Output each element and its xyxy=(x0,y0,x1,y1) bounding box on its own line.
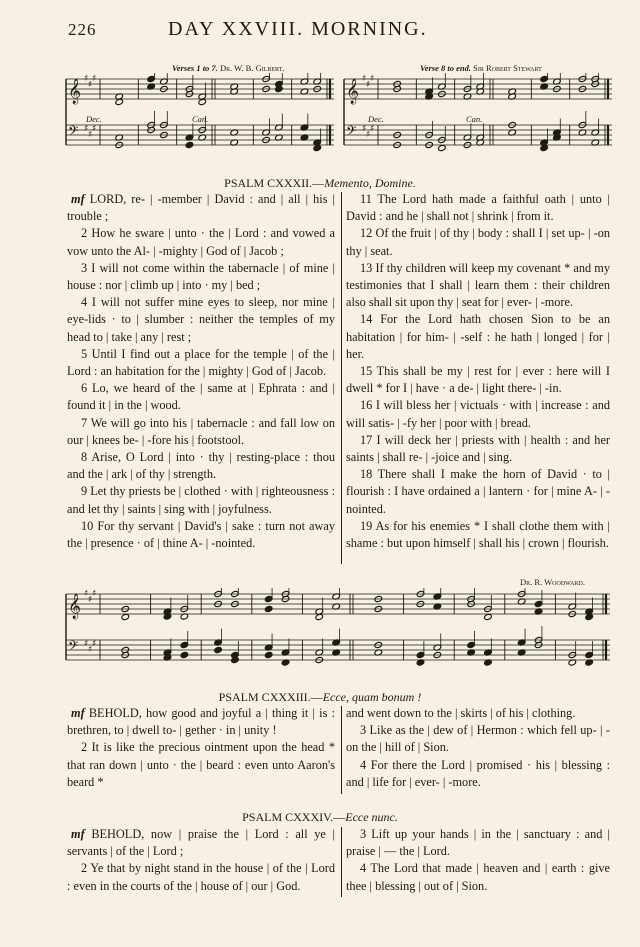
note-head xyxy=(180,641,188,648)
verse xyxy=(346,311,610,363)
psalm134-latin: Ecce nunc. xyxy=(345,810,398,824)
verse xyxy=(67,260,335,294)
note-head xyxy=(180,651,188,658)
verse-text: 3 Lift up your hands | in the | sanctuary : and | praise | — the | Lord. xyxy=(346,827,610,859)
verse xyxy=(67,449,335,483)
verse-text: 9 Let thy priests be | clothed · with | righteousness : and let thy | saints | sing with | joyfulness. xyxy=(67,484,335,516)
treble-clef-icon: 𝄞 xyxy=(68,594,82,619)
sharp-sign: ♯ xyxy=(88,130,93,140)
verse-text: 11 The Lord hath made a faithful oath | unto | David : and he | shall not | shrink | from it. xyxy=(346,192,610,224)
verse xyxy=(67,225,335,259)
dynamic-marking: mf xyxy=(71,706,89,720)
verse xyxy=(67,518,335,552)
verse xyxy=(346,860,610,894)
note-head xyxy=(438,144,446,151)
sharp-sign: ♯ xyxy=(84,124,89,134)
verse xyxy=(346,397,610,431)
verse-text: 4 For there the Lord | promised · his | blessing : and | life for | ever- | -more. xyxy=(346,757,610,789)
treble-clef-icon: 𝄞 xyxy=(346,79,360,104)
note-head xyxy=(585,651,593,658)
sharp-sign: ♯ xyxy=(366,80,371,90)
note-head xyxy=(214,646,222,653)
verse xyxy=(346,466,610,518)
verse xyxy=(346,757,610,791)
note-head xyxy=(185,141,193,148)
verse xyxy=(67,739,335,791)
note-head xyxy=(540,144,548,151)
note-head xyxy=(484,613,492,620)
note-head xyxy=(147,75,155,82)
verse-text: and went down to the | skirts | of his | clothing. xyxy=(346,706,576,720)
psalm132-title: PSALM CXXXII.— xyxy=(224,176,325,190)
psalm133-latin: Ecce, quam bonum ! xyxy=(322,690,422,704)
verse xyxy=(346,826,610,860)
verse xyxy=(346,363,610,397)
verse-text: BEHOLD, how good and joyful a | thing it | is : brethren, to | dwell to- | gether · in | unity ! xyxy=(67,706,335,738)
sharp-sign: ♯ xyxy=(362,124,367,134)
sharp-sign: ♯ xyxy=(84,589,89,599)
sharp-sign: ♯ xyxy=(92,74,97,84)
psalm132-left-column xyxy=(67,191,335,552)
verse xyxy=(67,380,335,414)
note-head xyxy=(467,641,475,648)
sharp-sign: ♯ xyxy=(92,124,97,134)
note-head xyxy=(416,651,424,658)
sharp-sign: ♯ xyxy=(366,130,371,140)
verse xyxy=(67,346,335,380)
psalm133-heading xyxy=(0,690,640,705)
verse-text: 18 There shall I make the horn of David · to | flourish : I have ordained a | lantern · for | mine A- | -nointed. xyxy=(346,467,610,516)
verse xyxy=(346,705,610,722)
verse-text: BEHOLD, now | praise the | Lord : all ye | servants | of the | Lord ; xyxy=(67,827,335,859)
bass-clef-icon: 𝄢 xyxy=(68,123,79,142)
verse xyxy=(346,722,610,756)
note-head xyxy=(121,613,129,620)
verse xyxy=(67,860,335,894)
verse xyxy=(67,826,335,860)
verse xyxy=(67,483,335,517)
chant1-can-label: Can. xyxy=(192,114,209,124)
page-header xyxy=(68,18,620,42)
verse xyxy=(346,260,610,312)
note-head xyxy=(264,605,272,612)
verse xyxy=(67,705,335,739)
verse xyxy=(67,191,335,225)
psalm133-left-column xyxy=(67,705,335,791)
verse xyxy=(346,432,610,466)
sharp-sign: ♯ xyxy=(84,639,89,649)
note-head xyxy=(264,595,272,602)
psalm134-left-column xyxy=(67,826,335,895)
chant3-score xyxy=(64,588,612,680)
verse-text: 10 For thy servant | David's | sake : turn not away the | presence · of | thine A- | -nointed. xyxy=(67,518,335,551)
verse xyxy=(67,415,335,449)
page-number: 226 xyxy=(68,20,97,39)
chant1-verses: Verses 1 to 7. xyxy=(172,63,218,73)
chant1-credit xyxy=(172,63,285,73)
sharp-sign: ♯ xyxy=(88,645,93,655)
verse-text: 14 For the Lord hath chosen Sion to be an habitation | for him- | -self : he hath | longed | for | her. xyxy=(346,312,610,361)
chant3-composer: Dr. R. Woodward. xyxy=(520,577,585,587)
psalm134-right-column xyxy=(346,826,610,895)
sharp-sign: ♯ xyxy=(92,589,97,599)
sharp-sign: ♯ xyxy=(92,639,97,649)
column-divider xyxy=(341,192,342,564)
psalm133-right-column xyxy=(346,705,610,791)
verse-text: 13 If thy children will keep my covenant * and my testimonies that I shall | learn them : their children also shall sit upon thy | seat for | ever- | -more. xyxy=(346,260,610,310)
chant2-composer: Sir Robert Stewart xyxy=(473,63,542,73)
psalm134-title: PSALM CXXXIV.— xyxy=(242,810,346,824)
chant1-composer: Dr. W. B. Gilbert. xyxy=(219,63,285,73)
verse xyxy=(67,294,335,346)
sharp-sign: ♯ xyxy=(88,595,93,605)
note-head xyxy=(313,144,321,151)
verse xyxy=(346,191,610,225)
verse-text: 3 I will not come within the tabernacle | of mine | house : nor | climb up | into · my | bed ; xyxy=(67,260,335,293)
verse xyxy=(346,518,610,552)
verse-text: 17 I will deck her | priests with | health : and her saints | shall re- | -joice and | sing. xyxy=(346,432,610,465)
bass-clef-icon: 𝄢 xyxy=(346,123,357,142)
psalm134-heading xyxy=(0,810,640,825)
dynamic-marking: mf xyxy=(71,827,92,841)
verse-text: 4 I will not suffer mine eyes to sleep, nor mine | eye-lids · to | slumber : neither the temples of my head to | take | any | rest ; xyxy=(67,295,335,344)
chant2-dec-label: Dec. xyxy=(368,114,384,124)
verse-text: 2 How he sware | unto · the | Lord : and vowed a vow unto the Al- | -mighty | God of | Jacob ; xyxy=(67,226,335,258)
verse-text: 12 Of the fruit | of thy | body : shall I | set up- | -on thy | seat. xyxy=(346,226,610,258)
verse-text: 19 As for his enemies * I shall clothe them with | shame : but upon himself | shall his | crown | flourish. xyxy=(346,518,610,551)
chant2-can-label: Can. xyxy=(466,114,483,124)
verse-text: 2 Ye that by night stand in the house | of the | Lord : even in the courts of the | house of | our | God. xyxy=(67,861,335,893)
verse-text: 5 Until I find out a place for the temple | of the | Lord : an habitation for the | mighty | God of | Jacob. xyxy=(67,346,335,379)
running-title: DAY XXVIII. MORNING. xyxy=(168,18,428,40)
note-head xyxy=(540,75,548,82)
note-head xyxy=(115,98,123,105)
note-head xyxy=(585,613,593,620)
note-head xyxy=(315,613,323,620)
chant2-verses: Verse 8 to end. xyxy=(420,63,471,73)
verse-text: 3 Like as the | dew of | Hermon : which fell up- | -on the | hill of | Sion. xyxy=(346,723,610,755)
note-head xyxy=(264,651,272,658)
chant2-credit xyxy=(420,63,542,73)
verse-text: 2 It is like the precious ointment upon the head * that ran down | unto · the | beard : even unto Aaron's beard * xyxy=(67,740,335,789)
sharp-sign: ♯ xyxy=(362,74,367,84)
psalm132-heading xyxy=(0,176,640,191)
verse xyxy=(346,225,610,259)
verse-text: 16 I will bless her | victuals · with | increase : and will satis- | -fy her | poor with | bread. xyxy=(346,398,610,430)
note-head xyxy=(534,600,542,607)
dynamic-marking: mf xyxy=(71,192,90,206)
bass-clef-icon: 𝄢 xyxy=(68,638,79,657)
sharp-sign: ♯ xyxy=(370,74,375,84)
column-divider xyxy=(341,706,342,794)
verse-text: 8 Arise, O Lord | into · thy | resting-place : thou and the | ark | of thy | strength. xyxy=(67,450,335,482)
note-head xyxy=(198,98,206,105)
psalm132-latin: Memento, Domine. xyxy=(324,176,416,190)
treble-clef-icon: 𝄞 xyxy=(68,79,82,104)
sharp-sign: ♯ xyxy=(84,74,89,84)
verse-text: 4 The Lord that made | heaven and | earth : give thee | blessing | out of | Sion. xyxy=(346,861,610,893)
chant1-dec-label: Dec. xyxy=(86,114,102,124)
verse-text: LORD, re- | -member | David : and | all | his | trouble ; xyxy=(67,192,336,224)
psalm133-title: PSALM CXXXIII.— xyxy=(218,690,323,704)
psalm132-right-column xyxy=(346,191,610,552)
verse-text: 7 We will go into his | tabernacle : and fall low on our | knees be- | -fore his | footstool. xyxy=(67,415,335,447)
column-divider xyxy=(341,827,342,897)
verse-text: 6 Lo, we heard of the | same at | Ephrata : and | found it | in the | wood. xyxy=(67,381,335,413)
sharp-sign: ♯ xyxy=(88,80,93,90)
sharp-sign: ♯ xyxy=(370,124,375,134)
verse-text: 15 This shall be my | rest for | ever : here will I dwell * for I | have · a de- | light there- | -in. xyxy=(346,364,610,396)
